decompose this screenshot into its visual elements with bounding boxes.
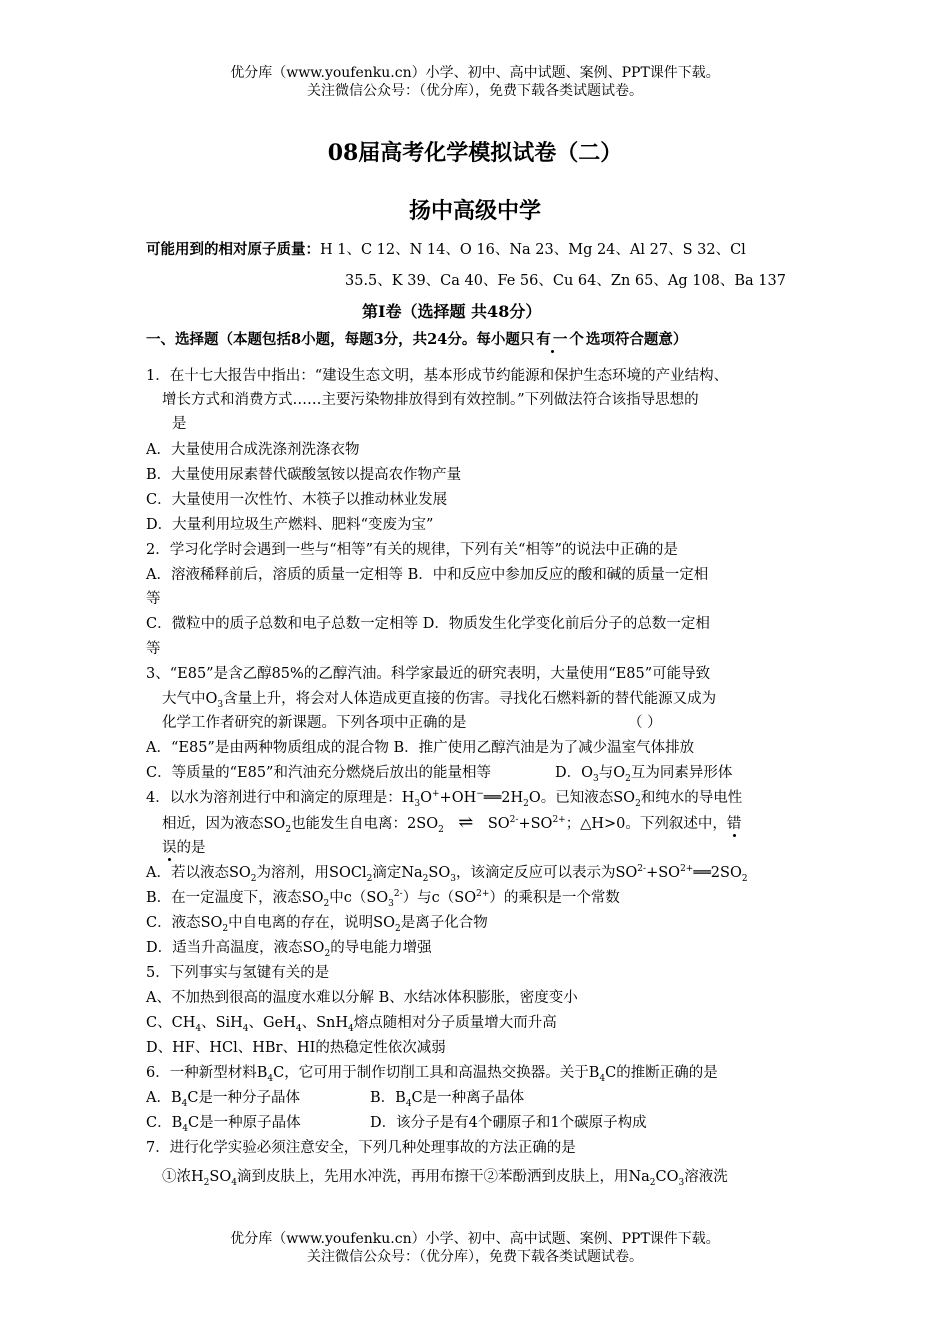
q5-option-c: C、$CH_4$、SiH$_4$、GeH$_4$、SnH$_4$熔点随相对分子质量增大而升高	[146, 1015, 557, 1034]
q7-line-2: ①浓$H_2SO_4$滴到皮肤上，先用水冲洗，再用布擦干②苯酚洒到皮肤上，用$Na_2CO_3$溶液洗	[162, 1169, 728, 1188]
page-footer	[0, 1230, 950, 1266]
q1-line-2: 增长方式和消费方式……主要污染物排放得到有效控制。”下列做法符合该指导思想的	[162, 392, 699, 408]
q1-option-c: C．大量使用一次性竹、木筷子以推动林业发展	[146, 492, 448, 508]
q1-line-1: 1．在十七大报告中指出：“建设生态文明，基本形成节约能源和保护生态环境的产业结构、	[146, 368, 729, 384]
q4-option-b: B．在一定温度下，液态$SO_2$中$c(SO_3^{2-})$与$c(SO^{2+})$的乘积是一个常数	[146, 889, 620, 909]
part1-title: 第Ⅰ卷（选择题 共48分）	[362, 302, 542, 321]
q3-line-3: 化学工作者研究的新课题。下列各项中正确的是	[162, 715, 467, 731]
q6-option-d: D．该分子是有4个硼原子和1个碳原子构成	[370, 1115, 647, 1131]
q5-options-ab: A、不加热到很高的温度水难以分解 B、水结冰体积膨胀，密度变小	[146, 990, 578, 1006]
q3-line-1: 3、“E85”是含乙醇85%的乙醇汽油。科学家最近的研究表明，大量使用“E85”可能导致	[146, 666, 711, 682]
atomic-mass-label: 可能用到的相对原子质量：	[146, 241, 320, 258]
q6-line-1: 6．一种新型材料$B_4C$，它可用于制作切削工具和高温热交换器。关于$B_4C$的推断正确的是	[146, 1065, 718, 1084]
q7-line-1: 7．进行化学实验必须注意安全，下列几种处理事故的方法正确的是	[146, 1140, 576, 1156]
q5-option-d: D、HF、HCl、HBr、HI的热稳定性依次减弱	[146, 1040, 446, 1056]
q1-option-d: D．大量利用垃圾生产燃料、肥料“变废为宝”	[146, 517, 434, 533]
school-name: 扬中高级中学	[408, 198, 541, 224]
q3-options-ab: A．“E85”是由两种物质组成的混合物 B．推广使用乙醇汽油是为了减少温室气体排放	[146, 740, 695, 756]
q6-option-b: B．$B_4C$是一种离子晶体	[370, 1090, 525, 1109]
q4-option-d: D．适当升高温度，液态$SO_2$的导电能力增强	[146, 940, 432, 959]
atomic-mass-line-2: 35.5、K 39、Ca 40、Fe 56、Cu 64、Zn 65、Ag 108、Ba 137	[345, 273, 786, 289]
q2-options-cd: C．微粒中的质子总数和电子总数一定相等 D．物质发生化学变化前后分子的总数一定相	[146, 616, 710, 632]
q1-line-3: 是	[172, 416, 187, 432]
q4-line-1: 4．以水为溶剂进行中和滴定的原理是：$H_3O^++OH^-══2H_2O$。已知液态$SO_2$和纯水的导电性	[146, 789, 743, 809]
equilibrium-arrow: ⇌	[458, 812, 474, 833]
footer-line-1: 优分库（www.youfenku.cn）小学、初中、高中试题、案例、PPT课件下载。	[230, 1231, 720, 1247]
q4-line-2: 相近，因为液态$SO_2$也能发生自电离：$2SO_2$ ⇌ $SO^{2-}+SO^{2+}$；△H>0。下列叙述中，错	[162, 812, 742, 835]
q3-option-c: C．等质量的“E85”和汽油充分燃烧后放出的能量相等	[146, 765, 491, 781]
q4-line-3: 误的是	[162, 840, 206, 856]
page-header	[0, 64, 950, 100]
exam-title: 08届高考化学模拟试卷（二）	[327, 140, 623, 166]
header-line-1: 优分库（www.youfenku.cn）小学、初中、高中试题、案例、PPT课件下载。	[230, 65, 720, 81]
header-line-2: 关注微信公众号：（优分库），免费下载各类试题试卷。	[307, 83, 643, 99]
q6-option-c: C．$B_4C$是一种原子晶体	[146, 1115, 301, 1134]
emphasis-text: 只有一个	[519, 331, 586, 348]
q2-options-ab-cont: 等	[146, 591, 161, 607]
q1-option-a: A．大量使用合成洗涤剂洗涤衣物	[146, 442, 360, 458]
q6-option-a: A．$B_4C$是一种分子晶体	[146, 1090, 300, 1109]
q4-option-c: C．液态$SO_2$中自电离的存在，说明$SO_2$是离子化合物	[146, 915, 488, 934]
section1-heading: 一、选择题（本题包括8小题，每题3分，共24分。每小题只有一个选项符合题意）	[146, 331, 688, 348]
atomic-mass-line-1: 可能用到的相对原子质量：H 1、C 12、N 14、O 16、Na 23、Mg 24、Al 27、S 32、Cl	[146, 241, 746, 258]
q3-option-d: D．$O_3$与$O_2$互为同素异形体	[555, 765, 733, 784]
q5-line-1: 5．下列事实与氢键有关的是	[146, 965, 330, 981]
footer-line-2: 关注微信公众号：（优分库），免费下载各类试题试卷。	[307, 1249, 643, 1265]
q3-line-2: 大气中$O_3$含量上升，将会对人体造成更直接的伤害。寻找化石燃料新的替代能源又成为	[162, 691, 717, 710]
q2-line-1: 2．学习化学时会遇到一些与“相等”有关的规律，下列有关“相等”的说法中正确的是	[146, 542, 678, 558]
q1-option-b: B．大量使用尿素替代碳酸氢铵以提高农作物产量	[146, 467, 462, 483]
q2-options-ab: A．溶液稀释前后，溶质的质量一定相等 B．中和反应中参加反应的酸和碱的质量一定相	[146, 567, 709, 583]
q4-option-a: A．若以液态$SO_2$为溶剂，用SOCl$_2$滴定$Na_2SO_3$，该滴定反应可以表示为$SO^{2-}+SO^{2+}══2SO_2$	[146, 864, 748, 884]
q2-options-cd-cont: 等	[146, 641, 161, 657]
answer-blank: （ ）	[628, 715, 662, 731]
